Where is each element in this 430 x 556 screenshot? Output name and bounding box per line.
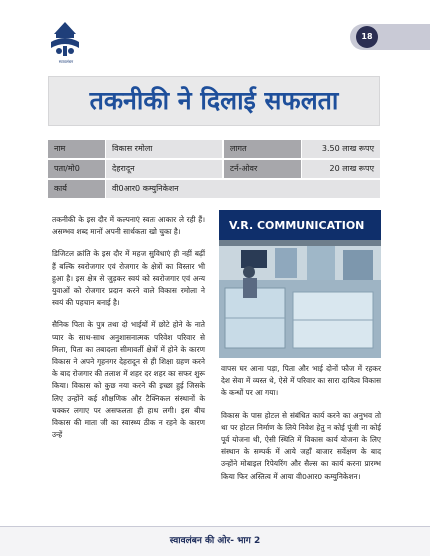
left-paragraph-3: सैनिक पिता के पुत्र तथा दो भाईयों में छोटे होने के नाते प्यार के साथ-साथ अनुशासनात्मक परिवेश परिवार से मिला, पिता का तबादला सीमावर्ती क्षेत्रों में होने के कारण विकास ने अपने गृहनगर देहरादून से ही शिक्षा ग्रहण करने के बाद रोजगार की तलाश में शहर दर शहर का सफर शुरू किया। विकास को कुछ नया करने की इच्छा हुई जिसके लिए उन्होंने कई शौक्षणिक और टैक्निकल संस्थानों के चक्कर लगाए पर असफलता ही हाथ लगी। इस बीच विकास की माता जी का स्वास्थ्य ठीक न रहने के कारण उन्हें [52,320,205,440]
right-paragraph-1: वापस घर आना पड़ा, पिता और भाई दोनों फौज में रहकर देश सेवा में व्यस्त थे, ऐसे में परिवार का सारा दायित्व विकास के कन्धों पर आ गया। [221,364,381,398]
turnover-value: 20 लाख रूपए [302,160,380,178]
hand-logo-icon [45,20,85,60]
shop-sign-text: V.R. COMMUNICATION [229,219,365,232]
address-value: देहरादून [106,160,222,178]
page-title: तकनीकी ने दिलाई सफलता [89,86,339,115]
cost-label: लागत [224,140,301,158]
left-text-column [52,214,205,451]
right-text-column [221,363,381,493]
name-label: नाम [48,140,105,158]
turnover-label: टर्न-ओवर [224,160,301,178]
left-paragraph-2: डिजिटल क्रांति के इस दौर में महज सुविधाएं ही नहीं बढ़ीं हैं बल्कि स्वरोजगार एवं रोजगार के क्षेत्रों का विस्तार भी हुआ है। इस क्षेत्र से जुड़कर स्वयं को स्वरोजगार एवं अन्य युवाओं को रोजगार प्रदान करने वाले विकास रमोला ने स्वयं की पहचान बनाई है। [52,249,205,308]
logo-caption: स्वावलंबन [58,59,74,64]
work-label: कार्य [48,180,105,198]
cost-value: 3.50 लाख रूपए [302,140,380,158]
profile-row-work [48,180,380,198]
left-paragraph-1: तकनीकी के इस दौर में कल्पनाएं स्वतः आकार ले रही हैं। असम्भव शब्द मानों अपनी सार्थकता खो चुका है। [52,215,205,237]
shop-photo [219,210,381,358]
shop-photo-illustration [219,210,381,358]
profile-row-address [48,160,380,178]
profile-row-name [48,140,380,158]
footer-text: स्वावलंबन की ओर- भाग 2 [169,536,261,546]
name-value: विकास रमोला [106,140,222,158]
page-number: 18 [356,26,378,48]
address-label: पता/मो0 [48,160,105,178]
right-paragraph-2: विकास के पास होटल से संबंधित कार्य करने का अनुभव तो था पर होटल निर्माण के लिये निवेश हेतु न कोई पूंजी ना कोई पूर्व योजना थी, ऐसी स्थिति में विकास कार्य योजना के लिए संस्थान के सम्पर्क में आये जहाँ बाजार सर्वेक्षण के बाद उन्होंने मोबाइल रिपेयरिंग और सैल्स का कार्य करना प्रारम्भ किया फिर अस्तित्व में आया वी0आर0 कम्युनिकेशन। [221,410,381,481]
work-value: वी0आर0 कम्युनिकेशन [106,180,380,198]
